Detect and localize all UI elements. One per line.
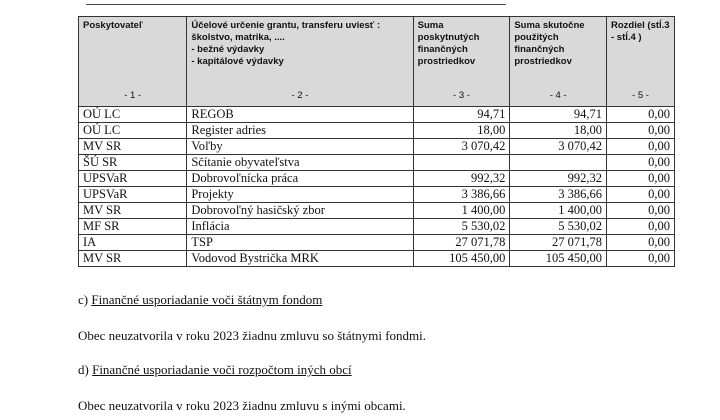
- purpose-cell: Dobrovoľnícka práca: [187, 171, 413, 187]
- header-purpose: [187, 17, 413, 107]
- provided-cell: [413, 155, 510, 171]
- table-row: [79, 139, 675, 155]
- header-provided-sum: [413, 17, 510, 107]
- header-line: - kapitálové výdavky: [191, 56, 284, 67]
- header-line: - bežné výdavky: [191, 44, 265, 55]
- difference-cell: 0,00: [606, 187, 674, 203]
- used-cell: 27 071,78: [510, 235, 607, 251]
- difference-cell: 0,00: [606, 107, 674, 123]
- section-c-text: Obec neuzatvorila v roku 2023 žiadnu zmluvu so štátnymi fondmi.: [78, 328, 427, 343]
- provider-cell: MV SR: [79, 139, 187, 155]
- provided-cell: 105 450,00: [413, 251, 510, 267]
- difference-cell: 0,00: [606, 171, 674, 187]
- section-d-heading: [78, 362, 352, 378]
- table-header-row: [79, 17, 675, 107]
- header-used-sum: [510, 17, 607, 107]
- provided-cell: 18,00: [413, 123, 510, 139]
- column-number: - 1 -: [124, 90, 142, 101]
- difference-cell: 0,00: [606, 139, 674, 155]
- provider-cell: IA: [79, 235, 187, 251]
- difference-cell: 0,00: [606, 219, 674, 235]
- purpose-cell: Dobrovoľný hasičský zbor: [187, 203, 413, 219]
- provided-cell: 992,32: [413, 171, 510, 187]
- difference-cell: 0,00: [606, 155, 674, 171]
- section-c-heading: [78, 292, 322, 308]
- purpose-cell: REGOB: [187, 107, 413, 123]
- section-d-text: Obec neuzatvorila v roku 2023 žiadnu zmluvu s inými obcami.: [78, 398, 406, 413]
- header-title: Poskytovateľ: [83, 20, 143, 31]
- section-d-title: Finančné usporiadanie voči rozpočtom iných obcí: [92, 362, 352, 377]
- column-number: - 3 -: [453, 90, 470, 101]
- used-cell: 94,71: [510, 107, 607, 123]
- header-title: Suma skutočne použitých finančných prostriedkov: [514, 20, 585, 67]
- provided-cell: 94,71: [413, 107, 510, 123]
- column-number: - 5 -: [632, 90, 649, 101]
- purpose-cell: Sčítanie obyvateľstva: [187, 155, 413, 171]
- difference-cell: 0,00: [606, 235, 674, 251]
- used-cell: 3 070,42: [510, 139, 607, 155]
- provider-cell: ŠÚ SR: [79, 155, 187, 171]
- table-row: [79, 187, 675, 203]
- provided-cell: 1 400,00: [413, 203, 510, 219]
- provider-cell: MV SR: [79, 251, 187, 267]
- table-row: [79, 171, 675, 187]
- table-row: [79, 155, 675, 171]
- column-number: - 4 -: [549, 90, 567, 101]
- provider-cell: OÚ LC: [79, 107, 187, 123]
- purpose-cell: TSP: [187, 235, 413, 251]
- purpose-cell: Voľby: [187, 139, 413, 155]
- purpose-cell: Inflácia: [187, 219, 413, 235]
- header-title: Účelové určenie grantu, transferu uviesť : školstvo, matrika, ....: [191, 20, 381, 43]
- cropped-heading-line: [86, 0, 506, 5]
- difference-cell: 0,00: [606, 123, 674, 139]
- table-row: [79, 123, 675, 139]
- header-title: Rozdiel (stĺ.3 - stĺ.4 ): [610, 20, 670, 43]
- header-difference: [606, 17, 674, 107]
- provider-cell: UPSVaR: [79, 187, 187, 203]
- provider-cell: MV SR: [79, 203, 187, 219]
- table-row: [79, 219, 675, 235]
- used-cell: 5 530,02: [510, 219, 607, 235]
- provider-cell: OÚ LC: [79, 123, 187, 139]
- provided-cell: 27 071,78: [413, 235, 510, 251]
- purpose-cell: Register adries: [187, 123, 413, 139]
- used-cell: [510, 155, 607, 171]
- used-cell: 3 386,66: [510, 187, 607, 203]
- provided-cell: 3 070,42: [413, 139, 510, 155]
- section-d-letter: d): [78, 362, 89, 377]
- table-row: [79, 235, 675, 251]
- provided-cell: 5 530,02: [413, 219, 510, 235]
- used-cell: 18,00: [510, 123, 607, 139]
- table-row: [79, 203, 675, 219]
- header-title: Suma poskytnutých finančných prostriedkov: [417, 20, 480, 67]
- column-number: - 2 -: [291, 90, 309, 101]
- used-cell: 105 450,00: [510, 251, 607, 267]
- difference-cell: 0,00: [606, 251, 674, 267]
- difference-cell: 0,00: [606, 203, 674, 219]
- table-row: [79, 107, 675, 123]
- used-cell: 992,32: [510, 171, 607, 187]
- provider-cell: MF SR: [79, 219, 187, 235]
- provided-cell: 3 386,66: [413, 187, 510, 203]
- used-cell: 1 400,00: [510, 203, 607, 219]
- provider-cell: UPSVaR: [79, 171, 187, 187]
- purpose-cell: Projekty: [187, 187, 413, 203]
- section-c-title: Finančné usporiadanie voči štátnym fondom: [91, 292, 323, 307]
- grants-table: [78, 16, 675, 267]
- header-provider: [79, 17, 187, 107]
- purpose-cell: Vodovod Bystrička MRK: [187, 251, 413, 267]
- table-row: [79, 251, 675, 267]
- section-c-letter: c): [78, 292, 89, 307]
